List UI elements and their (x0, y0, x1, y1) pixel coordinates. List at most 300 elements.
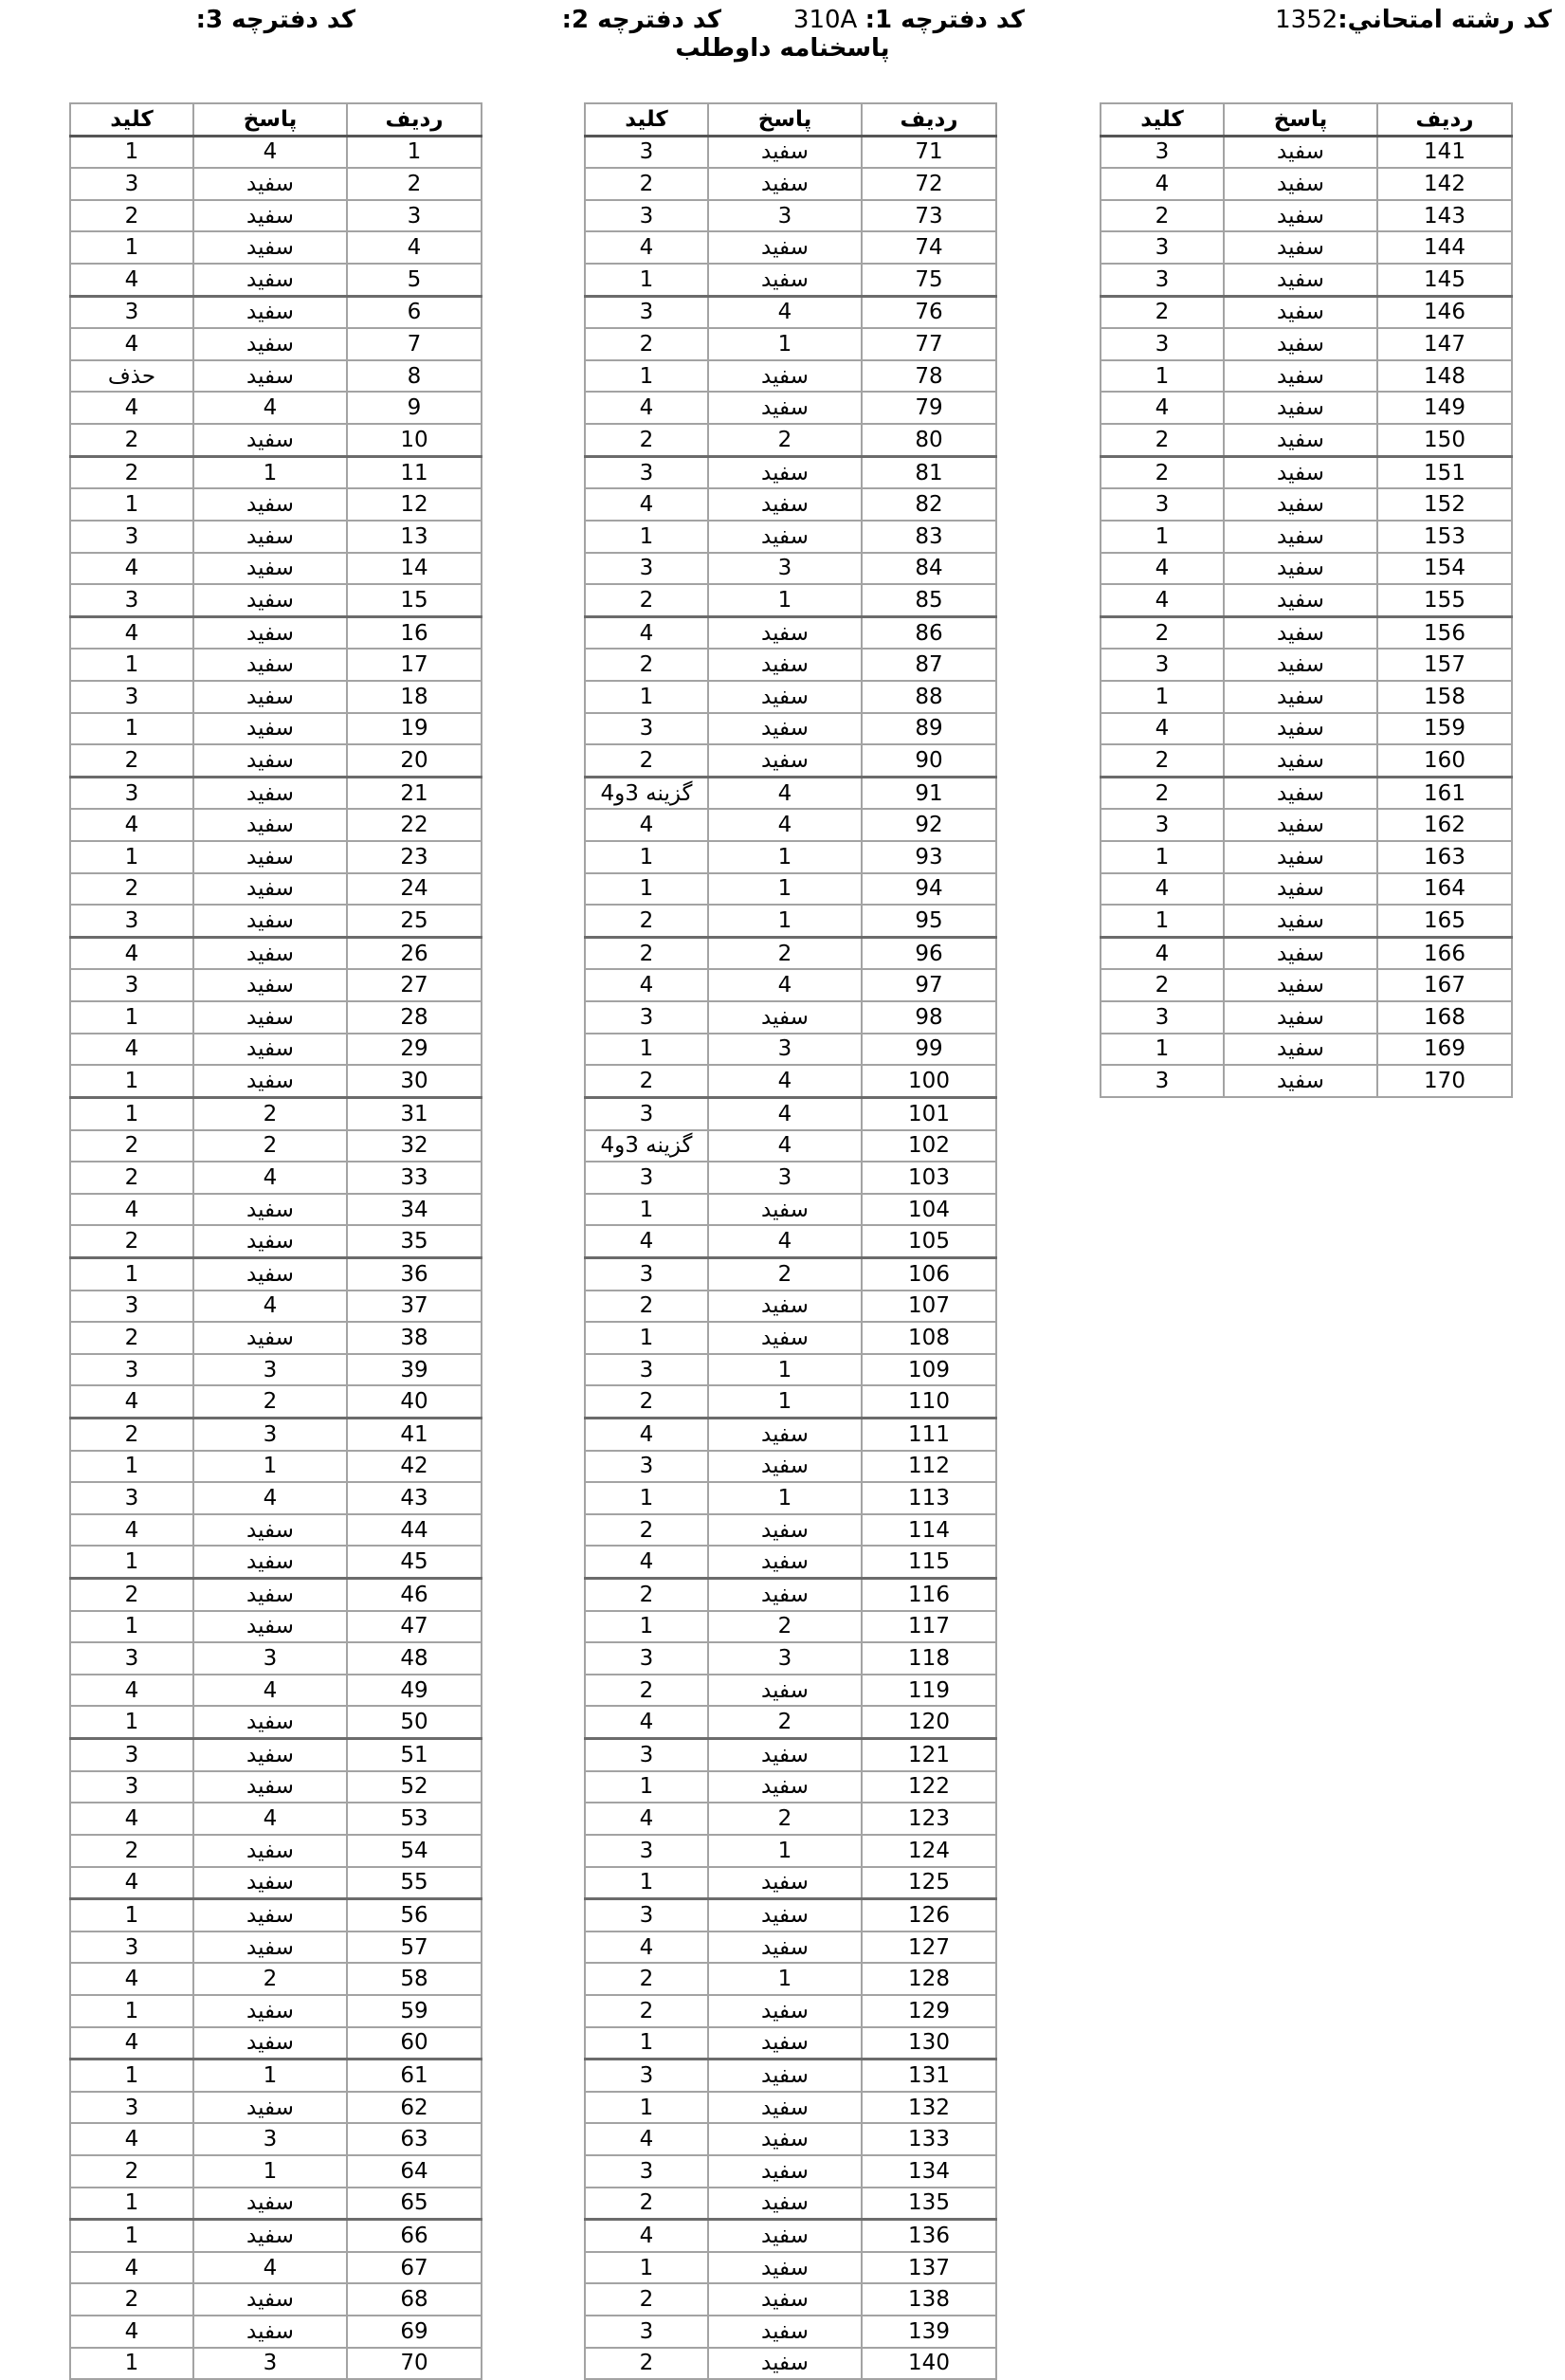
cell-key: 4 (70, 616, 193, 649)
cell-key: 2 (70, 1418, 193, 1450)
cell-key: 1 (1101, 521, 1224, 553)
cell-key: 2 (70, 1225, 193, 1257)
cell-answer: سفید (708, 2060, 862, 2092)
cell-answer: 4 (708, 969, 862, 1001)
cell-key: 2 (585, 168, 708, 200)
cell-row-number: 105 (862, 1225, 996, 1257)
cell-key: 3 (1101, 809, 1224, 841)
cell-key: 3 (70, 1354, 193, 1386)
cell-answer: 2 (708, 424, 862, 456)
cell-row-number: 138 (862, 2283, 996, 2316)
cell-answer: سفید (193, 328, 347, 360)
cell-answer: 3 (708, 1162, 862, 1194)
table-row (585, 168, 996, 200)
cell-answer: سفید (193, 873, 347, 906)
cell-key: 1 (1101, 841, 1224, 873)
table-row (585, 296, 996, 328)
cell-row-number: 95 (862, 905, 996, 937)
cell-row-number: 11 (347, 456, 482, 488)
cell-key: 4 (1101, 873, 1224, 906)
cell-key: 1 (1101, 905, 1224, 937)
table-row (585, 1899, 996, 1931)
cell-key: 4 (1101, 713, 1224, 745)
cell-answer: سفید (1224, 616, 1377, 649)
table-row (585, 328, 996, 360)
column-header-row-number: ردیف (862, 103, 996, 136)
cell-answer: 2 (708, 1803, 862, 1835)
cell-row-number: 6 (347, 296, 482, 328)
table-row (585, 2283, 996, 2316)
cell-answer: سفید (1224, 969, 1377, 1001)
table-row (70, 2060, 482, 2092)
table-row (70, 2220, 482, 2252)
cell-answer: سفید (1224, 424, 1377, 456)
table-row (585, 937, 996, 969)
cell-key: 2 (585, 1995, 708, 2027)
cell-key: 2 (585, 584, 708, 616)
cell-key: 1 (585, 841, 708, 873)
cell-key: 3 (585, 1257, 708, 1290)
table-row (585, 553, 996, 585)
cell-answer: سفید (708, 168, 862, 200)
exam-field-code-label: کد رشته امتحاني: (1338, 6, 1552, 34)
cell-key: 2 (585, 328, 708, 360)
cell-row-number: 108 (862, 1322, 996, 1354)
cell-answer: 2 (193, 1130, 347, 1163)
cell-row-number: 170 (1377, 1065, 1512, 1097)
cell-key: 3 (585, 2155, 708, 2188)
cell-row-number: 142 (1377, 168, 1512, 200)
table-row (70, 713, 482, 745)
cell-answer: سفید (708, 1867, 862, 1899)
cell-row-number: 82 (862, 488, 996, 521)
cell-key: 1 (585, 1611, 708, 1643)
cell-key: 1 (70, 713, 193, 745)
cell-row-number: 145 (1377, 264, 1512, 296)
cell-key: 4 (70, 1675, 193, 1707)
cell-answer: سفید (708, 616, 862, 649)
cell-row-number: 20 (347, 744, 482, 777)
cell-key: 4 (70, 553, 193, 585)
cell-key: 3 (585, 713, 708, 745)
cell-answer: سفید (1224, 392, 1377, 424)
table-row (1101, 841, 1512, 873)
cell-answer: سفید (708, 360, 862, 393)
table-row (1101, 424, 1512, 456)
cell-answer: سفید (193, 296, 347, 328)
table-row (70, 231, 482, 264)
table-row (70, 1257, 482, 1290)
cell-answer: سفید (1224, 264, 1377, 296)
cell-key: 2 (70, 1579, 193, 1611)
cell-answer: 1 (708, 1354, 862, 1386)
table-row (70, 1931, 482, 1964)
booklet-3-code-label: کد دفترچه 3: (195, 6, 355, 34)
table-row (1101, 521, 1512, 553)
cell-answer: سفید (193, 1322, 347, 1354)
cell-answer: سفید (708, 1995, 862, 2027)
cell-row-number: 111 (862, 1418, 996, 1450)
cell-key: 4 (70, 1194, 193, 1226)
cell-row-number: 140 (862, 2348, 996, 2380)
table-row (1101, 136, 1512, 168)
cell-row-number: 31 (347, 1097, 482, 1129)
cell-row-number: 56 (347, 1899, 482, 1931)
cell-row-number: 112 (862, 1451, 996, 1483)
cell-key: 4 (1101, 937, 1224, 969)
cell-row-number: 168 (1377, 1001, 1512, 1034)
cell-row-number: 120 (862, 1706, 996, 1738)
table-row (585, 1706, 996, 1738)
cell-answer: 3 (193, 1642, 347, 1675)
cell-answer: سفید (1224, 200, 1377, 232)
table-header-row (585, 103, 996, 136)
cell-row-number: 27 (347, 969, 482, 1001)
cell-key: 3 (1101, 1001, 1224, 1034)
table-row (585, 1451, 996, 1483)
cell-answer: سفید (1224, 488, 1377, 521)
cell-answer: 2 (708, 1257, 862, 1290)
table-row (1101, 264, 1512, 296)
cell-answer: سفید (1224, 937, 1377, 969)
table-row (70, 841, 482, 873)
cell-answer: 2 (708, 1611, 862, 1643)
cell-row-number: 141 (1377, 136, 1512, 168)
cell-row-number: 73 (862, 200, 996, 232)
cell-row-number: 42 (347, 1451, 482, 1483)
cell-key: 2 (585, 1675, 708, 1707)
column-header-row-number: ردیف (347, 103, 482, 136)
cell-key: 4 (70, 1803, 193, 1835)
cell-row-number: 79 (862, 392, 996, 424)
cell-row-number: 13 (347, 521, 482, 553)
table-row (1101, 713, 1512, 745)
cell-key: 4 (1101, 584, 1224, 616)
cell-answer: 3 (708, 200, 862, 232)
cell-answer: سفید (193, 713, 347, 745)
cell-key: 1 (70, 1899, 193, 1931)
cell-key: 2 (70, 873, 193, 906)
cell-row-number: 68 (347, 2283, 482, 2316)
cell-answer: سفید (708, 231, 862, 264)
cell-answer: 1 (708, 328, 862, 360)
cell-key: 3 (585, 1642, 708, 1675)
cell-answer: سفید (708, 1739, 862, 1771)
table-row (1101, 873, 1512, 906)
table-row (585, 873, 996, 906)
table-row (70, 456, 482, 488)
cell-key: 3 (70, 1482, 193, 1514)
table-row (70, 1225, 482, 1257)
cell-key: 4 (70, 328, 193, 360)
cell-key: 2 (1101, 424, 1224, 456)
table-row (585, 1225, 996, 1257)
table-row (585, 1130, 996, 1163)
cell-key: 1 (585, 1194, 708, 1226)
table-row (70, 937, 482, 969)
table-row (1101, 392, 1512, 424)
cell-key: گزینه 3و4 (585, 1130, 708, 1163)
cell-answer: سفید (193, 681, 347, 713)
cell-answer: سفید (193, 2316, 347, 2348)
cell-answer: سفید (193, 744, 347, 777)
table-row (1101, 777, 1512, 809)
cell-answer: 3 (193, 2123, 347, 2155)
table-row (585, 488, 996, 521)
cell-key: 2 (70, 1835, 193, 1867)
cell-row-number: 154 (1377, 553, 1512, 585)
table-row (70, 1706, 482, 1738)
cell-row-number: 117 (862, 1611, 996, 1643)
table-row (585, 1194, 996, 1226)
table-row (1101, 809, 1512, 841)
cell-row-number: 106 (862, 1257, 996, 1290)
cell-row-number: 121 (862, 1739, 996, 1771)
cell-answer: سفید (708, 1675, 862, 1707)
cell-row-number: 134 (862, 2155, 996, 2188)
cell-row-number: 135 (862, 2188, 996, 2220)
cell-key: 4 (585, 2220, 708, 2252)
cell-answer: 3 (193, 1354, 347, 1386)
cell-row-number: 166 (1377, 937, 1512, 969)
table-row (1101, 328, 1512, 360)
cell-row-number: 144 (1377, 231, 1512, 264)
cell-row-number: 96 (862, 937, 996, 969)
cell-key: 3 (70, 1739, 193, 1771)
cell-key: 2 (585, 1963, 708, 1995)
cell-key: 4 (70, 1963, 193, 1995)
cell-answer: سفید (193, 616, 347, 649)
table-row (70, 2316, 482, 2348)
cell-key: حذف (70, 360, 193, 393)
table-row (70, 1963, 482, 1995)
cell-row-number: 32 (347, 1130, 482, 1163)
cell-row-number: 29 (347, 1034, 482, 1066)
cell-row-number: 91 (862, 777, 996, 809)
cell-key: 4 (585, 1803, 708, 1835)
table-row (585, 1354, 996, 1386)
table-row (70, 873, 482, 906)
table-row (70, 1771, 482, 1803)
cell-answer: 4 (708, 1225, 862, 1257)
table-row (1101, 1065, 1512, 1097)
cell-key: 2 (585, 1065, 708, 1097)
cell-row-number: 26 (347, 937, 482, 969)
cell-key: 3 (1101, 488, 1224, 521)
cell-row-number: 21 (347, 777, 482, 809)
table-row (70, 168, 482, 200)
booklet-1-code-label: کد دفترچه 1: (864, 6, 1025, 34)
cell-key: 1 (70, 2060, 193, 2092)
cell-row-number: 147 (1377, 328, 1512, 360)
table-row (70, 1162, 482, 1194)
cell-row-number: 77 (862, 328, 996, 360)
table-row (70, 264, 482, 296)
table-row (70, 521, 482, 553)
table-row (585, 231, 996, 264)
table-row (585, 616, 996, 649)
table-row (585, 392, 996, 424)
table-row (70, 1579, 482, 1611)
cell-key: 1 (70, 2348, 193, 2380)
table-row (70, 2348, 482, 2380)
cell-row-number: 33 (347, 1162, 482, 1194)
cell-key: 2 (585, 649, 708, 681)
cell-answer: 3 (708, 1034, 862, 1066)
table-row (70, 1482, 482, 1514)
cell-answer: 4 (193, 1482, 347, 1514)
cell-answer: 4 (193, 1291, 347, 1323)
cell-key: 3 (70, 168, 193, 200)
cell-row-number: 64 (347, 2155, 482, 2188)
cell-key: 2 (1101, 969, 1224, 1001)
cell-key: 2 (585, 424, 708, 456)
cell-answer: 4 (708, 809, 862, 841)
cell-key: 2 (585, 905, 708, 937)
cell-key: 2 (585, 2188, 708, 2220)
cell-answer: سفید (193, 2092, 347, 2124)
cell-answer: سفید (193, 809, 347, 841)
cell-answer: سفید (193, 649, 347, 681)
cell-answer: 1 (708, 905, 862, 937)
table-row (585, 713, 996, 745)
table-row (585, 1162, 996, 1194)
table-row (585, 1482, 996, 1514)
cell-key: 4 (70, 1385, 193, 1418)
cell-key: 4 (585, 1225, 708, 1257)
table-header-row (1101, 103, 1512, 136)
cell-key: 4 (585, 1931, 708, 1964)
cell-row-number: 131 (862, 2060, 996, 2092)
booklet-1-code-value: 310A (792, 6, 858, 34)
table-row (585, 1579, 996, 1611)
cell-row-number: 78 (862, 360, 996, 393)
cell-answer: سفید (193, 553, 347, 585)
cell-key: 3 (585, 200, 708, 232)
cell-key: 2 (70, 424, 193, 456)
cell-answer: سفید (708, 136, 862, 168)
table-row (70, 553, 482, 585)
cell-key: 4 (70, 937, 193, 969)
cell-answer: 4 (193, 1162, 347, 1194)
cell-key: 1 (70, 136, 193, 168)
cell-answer: سفید (1224, 905, 1377, 937)
cell-answer: سفید (1224, 521, 1377, 553)
cell-row-number: 85 (862, 584, 996, 616)
cell-key: 2 (585, 1579, 708, 1611)
cell-answer: 4 (708, 1130, 862, 1163)
cell-answer: 3 (708, 1642, 862, 1675)
cell-row-number: 114 (862, 1514, 996, 1547)
table-row (70, 1867, 482, 1899)
cell-row-number: 89 (862, 713, 996, 745)
cell-key: 3 (585, 553, 708, 585)
table-row (585, 1385, 996, 1418)
table-row (70, 809, 482, 841)
cell-answer: 1 (193, 1451, 347, 1483)
cell-answer: سفید (1224, 809, 1377, 841)
cell-row-number: 93 (862, 841, 996, 873)
cell-answer: 1 (193, 2060, 347, 2092)
table-row (585, 424, 996, 456)
cell-key: 3 (1101, 231, 1224, 264)
cell-key: 4 (1101, 168, 1224, 200)
page-title: پاسخنامه داوطلب (675, 34, 890, 63)
table-row (585, 1514, 996, 1547)
cell-row-number: 17 (347, 649, 482, 681)
table-row (585, 456, 996, 488)
booklet-1-code (793, 6, 1025, 34)
cell-row-number: 52 (347, 1771, 482, 1803)
cell-answer: 4 (193, 136, 347, 168)
cell-answer: 1 (708, 1385, 862, 1418)
cell-key: 2 (70, 744, 193, 777)
cell-row-number: 116 (862, 1579, 996, 1611)
cell-answer: سفید (708, 1001, 862, 1034)
table-row (585, 841, 996, 873)
cell-key: 4 (70, 1867, 193, 1899)
cell-key: 3 (70, 521, 193, 553)
cell-answer: سفید (193, 1867, 347, 1899)
cell-answer: سفید (1224, 231, 1377, 264)
cell-answer: سفید (193, 969, 347, 1001)
booklet-2-code-label: کد دفترچه 2: (561, 6, 721, 34)
cell-key: 1 (585, 1482, 708, 1514)
cell-row-number: 35 (347, 1225, 482, 1257)
cell-row-number: 10 (347, 424, 482, 456)
table-row (70, 488, 482, 521)
table-row (1101, 616, 1512, 649)
cell-answer: سفید (193, 1835, 347, 1867)
table-row (70, 1194, 482, 1226)
cell-row-number: 123 (862, 1803, 996, 1835)
answer-table-3 (1100, 102, 1513, 1098)
cell-key: 2 (585, 937, 708, 969)
cell-row-number: 19 (347, 713, 482, 745)
table-row (70, 616, 482, 649)
table-row (585, 1291, 996, 1323)
cell-row-number: 72 (862, 168, 996, 200)
table-row (70, 1546, 482, 1578)
cell-key: 1 (585, 1322, 708, 1354)
cell-key: 3 (585, 1835, 708, 1867)
cell-row-number: 90 (862, 744, 996, 777)
table-row (585, 360, 996, 393)
cell-row-number: 38 (347, 1322, 482, 1354)
cell-row-number: 137 (862, 2252, 996, 2284)
cell-row-number: 153 (1377, 521, 1512, 553)
cell-key: 3 (585, 1354, 708, 1386)
table-row (585, 744, 996, 777)
cell-answer: 2 (708, 1706, 862, 1738)
cell-key: 1 (585, 1867, 708, 1899)
cell-answer: سفید (1224, 649, 1377, 681)
cell-key: 2 (70, 456, 193, 488)
table-row (585, 1803, 996, 1835)
cell-key: 4 (70, 392, 193, 424)
cell-answer: سفید (708, 2092, 862, 2124)
cell-answer: سفید (1224, 328, 1377, 360)
table-row (585, 521, 996, 553)
table-row (70, 584, 482, 616)
cell-key: 1 (70, 1995, 193, 2027)
cell-answer: سفید (193, 1931, 347, 1964)
cell-row-number: 129 (862, 1995, 996, 2027)
table-row (1101, 296, 1512, 328)
table-row (70, 392, 482, 424)
cell-key: 1 (70, 649, 193, 681)
cell-key: 3 (585, 2316, 708, 2348)
